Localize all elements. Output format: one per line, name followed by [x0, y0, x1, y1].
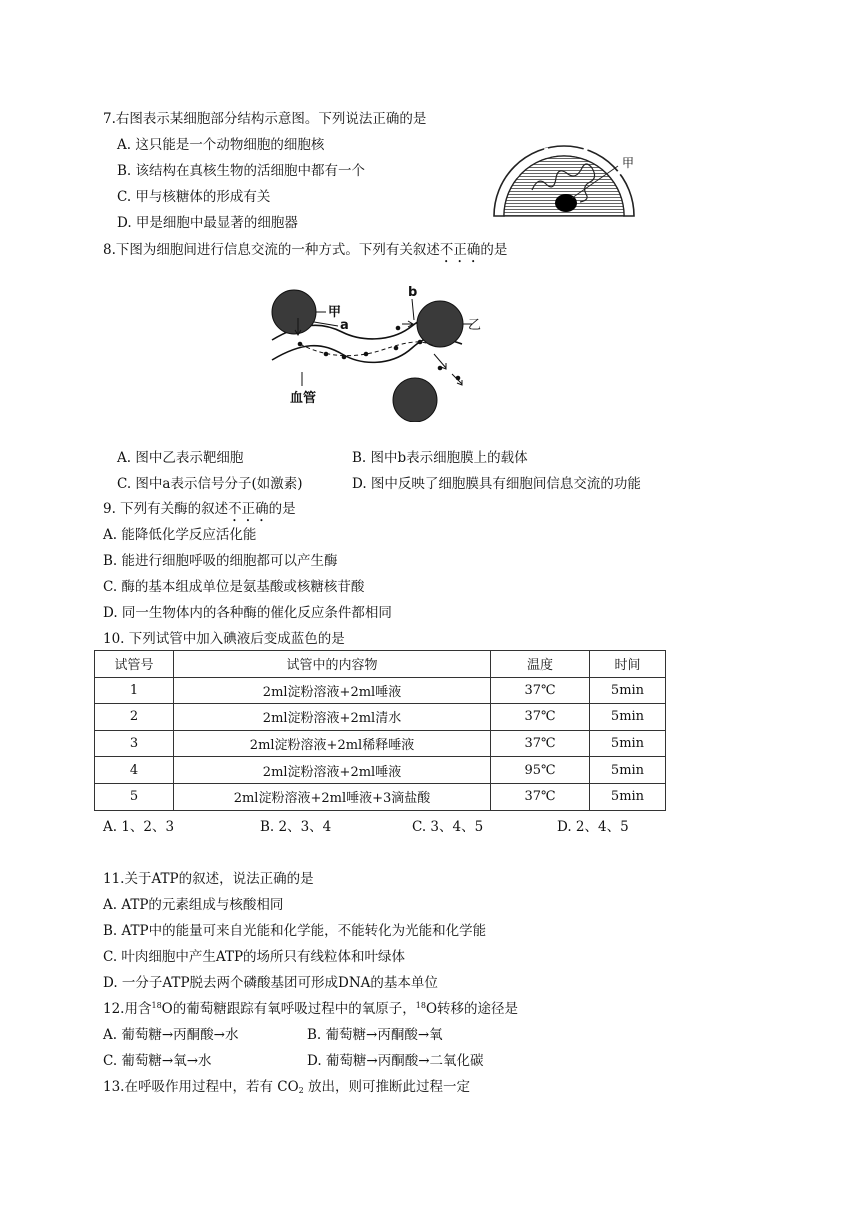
table-row — [95, 757, 666, 784]
q13-stem-a: 13.在呼吸作用过程中，若有 CO — [103, 1079, 299, 1095]
cell-tube-no: 5 — [95, 783, 174, 810]
b-label: b — [408, 285, 418, 300]
table-row — [95, 730, 666, 757]
q9-option-c[interactable]: C. 酶的基本组成单位是氨基酸或核糖核苷酸 — [103, 579, 365, 595]
header-tube-no: 试管号 — [95, 651, 174, 678]
q12-stem-c: O转移的途径是 — [425, 1001, 519, 1017]
cell-temperature: 95℃ — [491, 757, 590, 784]
q11-stem: 11.关于ATP的叙述，说法正确的是 — [103, 871, 314, 887]
cell-jia — [272, 290, 316, 334]
vessel-label: 血管 — [290, 391, 317, 406]
q10-stem: 10. 下列试管中加入碘液后变成蓝色的是 — [103, 631, 345, 647]
a-label: a — [340, 318, 349, 333]
cell-tube-no: 4 — [95, 757, 174, 784]
q12-option-b[interactable]: B. 葡萄糖→丙酮酸→氧 — [307, 1027, 443, 1043]
q12-stem-b: O的葡萄糖跟踪有氧呼吸过程中的氧原子， — [161, 1001, 416, 1017]
q12-iso-1: 18 — [151, 1001, 162, 1010]
q9-stem-pre: 9. 下列有关酶的叙述 — [103, 501, 229, 517]
table-row — [95, 783, 666, 810]
cell-signaling-figure — [262, 282, 482, 422]
q12-option-a[interactable]: A. 葡萄糖→丙酮酸→水 — [103, 1027, 239, 1043]
q9-option-a[interactable]: A. 能降低化学反应活化能 — [103, 527, 257, 543]
q10-option-a[interactable]: A. 1、2、3 — [103, 819, 175, 835]
cell-temperature: 37℃ — [491, 730, 590, 757]
cell-contents: 2ml淀粉溶液+2ml唾液 — [174, 677, 491, 704]
table-header-row — [95, 651, 666, 678]
cell-tube-no: 1 — [95, 677, 174, 704]
q11-option-b[interactable]: B. ATP中的能量可来自光能和化学能，不能转化为光能和化学能 — [103, 923, 487, 939]
q13-sub: 2 — [298, 1086, 304, 1095]
yi-label: 乙 — [468, 318, 482, 333]
q7-option-c[interactable]: C. 甲与核糖体的形成有关 — [117, 189, 271, 205]
q12-iso-2: 18 — [415, 1001, 426, 1010]
q12-option-d[interactable]: D. 葡萄糖→丙酮酸→二氧化碳 — [307, 1053, 484, 1069]
q9-option-b[interactable]: B. 能进行细胞呼吸的细胞都可以产生酶 — [103, 553, 338, 569]
cell-bottom — [393, 378, 437, 422]
q7-stem: 7.右图表示某细胞部分结构示意图。下列说法正确的是 — [103, 111, 427, 127]
table-row — [95, 704, 666, 731]
test-tube-table — [94, 650, 666, 811]
q8-stem — [103, 241, 507, 266]
jia-label: 甲 — [622, 156, 635, 170]
q7-option-a[interactable]: A. 这只能是一个动物细胞的细胞核 — [117, 137, 325, 153]
q8-option-d[interactable]: D. 图中反映了细胞膜具有细胞间信息交流的功能 — [352, 476, 641, 492]
q13-stem-b: 放出，则可推断此过程一定 — [303, 1079, 471, 1095]
q8-option-a[interactable]: A. 图中乙表示靶细胞 — [117, 450, 244, 466]
cell-time: 5min — [590, 757, 666, 784]
cell-tube-no: 3 — [95, 730, 174, 757]
q8-option-c[interactable]: C. 图中a表示信号分子(如激素) — [117, 476, 303, 492]
header-contents: 试管中的内容物 — [174, 651, 491, 678]
cell-temperature: 37℃ — [491, 783, 590, 810]
q8-option-b[interactable]: B. 图中b表示细胞膜上的载体 — [352, 450, 528, 466]
cell-time: 5min — [590, 783, 666, 810]
cell-yi — [417, 301, 463, 347]
q11-option-d[interactable]: D. 一分子ATP脱去两个磷酸基团可形成DNA的基本单位 — [103, 975, 438, 991]
cell-contents: 2ml淀粉溶液+2ml唾液 — [174, 757, 491, 784]
q11-option-a[interactable]: A. ATP的元素组成与核酸相同 — [103, 897, 284, 913]
q9-stem — [103, 500, 296, 525]
q7-option-b[interactable]: B. 该结构在真核生物的活细胞中都有一个 — [117, 163, 366, 179]
cell-temperature: 37℃ — [491, 704, 590, 731]
q9-stem-emphasis: 不正确 — [228, 501, 269, 517]
cell-contents: 2ml淀粉溶液+2ml唾液+3滴盐酸 — [174, 783, 491, 810]
q12-option-c[interactable]: C. 葡萄糖→氧→水 — [103, 1053, 212, 1069]
b-line — [412, 299, 414, 320]
cell-contents: 2ml淀粉溶液+2ml清水 — [174, 704, 491, 731]
q8-stem-post: 的是 — [480, 242, 508, 258]
header-temperature: 温度 — [491, 651, 590, 678]
q13-stem — [103, 1078, 470, 1096]
cell-tube-no: 2 — [95, 704, 174, 731]
q8-stem-emphasis: 不正确 — [439, 242, 481, 258]
q7-option-d[interactable]: D. 甲是细胞中最显著的细胞器 — [117, 215, 298, 231]
q10-option-d[interactable]: D. 2、4、5 — [557, 819, 629, 835]
q9-stem-post: 的是 — [268, 501, 296, 517]
q10-option-b[interactable]: B. 2、3、4 — [260, 819, 332, 835]
cell-time: 5min — [590, 677, 666, 704]
header-time: 时间 — [590, 651, 666, 678]
cell-time: 5min — [590, 704, 666, 731]
cell-time: 5min — [590, 730, 666, 757]
jia-label-fig: 甲 — [328, 305, 342, 320]
q8-stem-pre: 8.下图为细胞间进行信息交流的一种方式。下列有关叙述 — [103, 242, 440, 258]
table-row — [95, 677, 666, 704]
cell-contents: 2ml淀粉溶液+2ml稀释唾液 — [174, 730, 491, 757]
cell-temperature: 37℃ — [491, 677, 590, 704]
q12-stem-a: 12.用含 — [103, 1001, 152, 1017]
q11-option-c[interactable]: C. 叶肉细胞中产生ATP的场所只有线粒体和叶绿体 — [103, 949, 406, 965]
q9-option-d[interactable]: D. 同一生物体内的各种酶的催化反应条件都相同 — [103, 605, 392, 621]
nucleus-figure — [486, 136, 646, 220]
q12-stem — [103, 1000, 518, 1018]
q10-option-c[interactable]: C. 3、4、5 — [412, 819, 484, 835]
